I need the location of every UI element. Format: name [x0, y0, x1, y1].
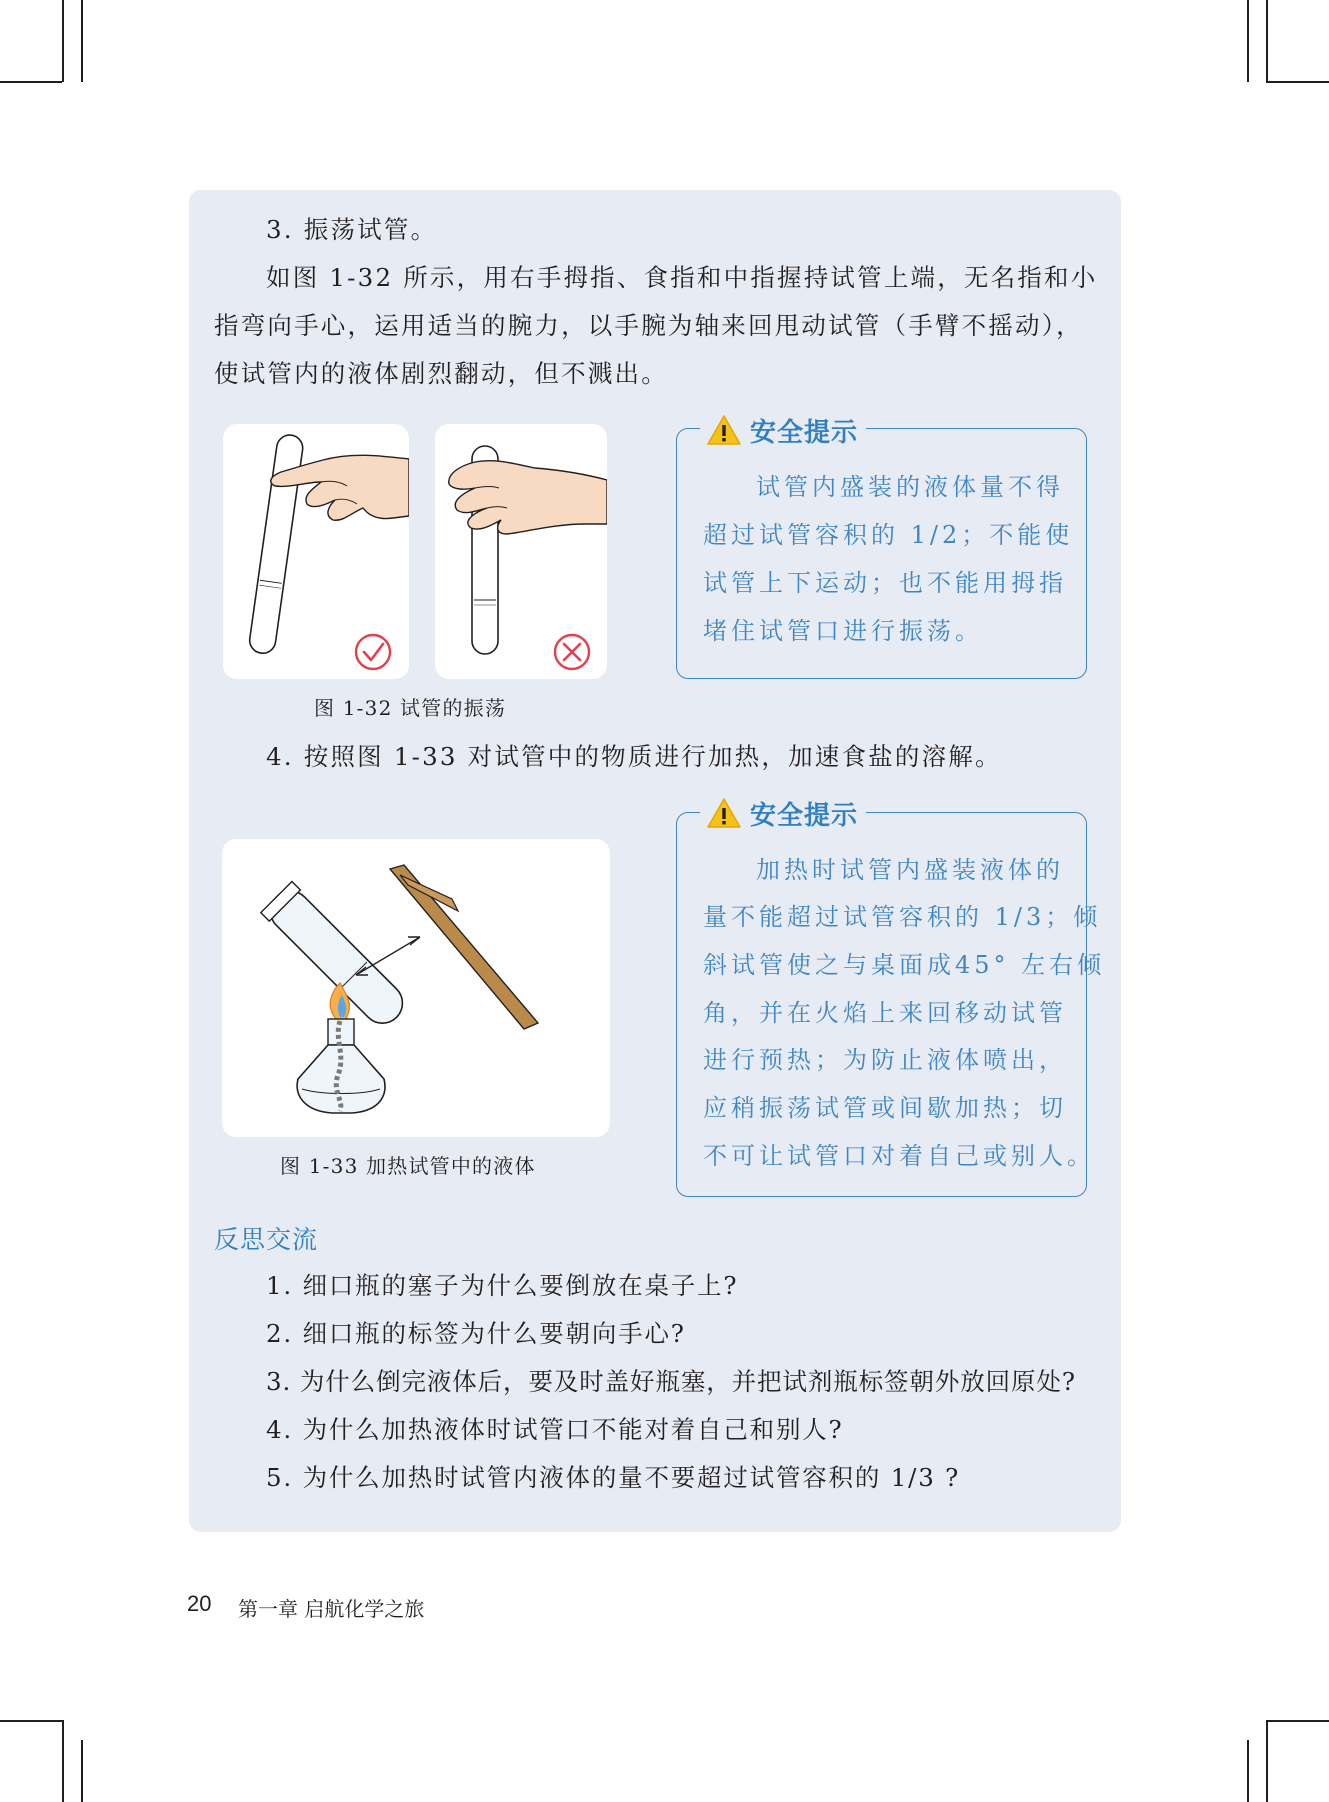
step3-line-1: 如图 1-32 所示，用右手拇指、食指和中指握持试管上端，无名指和小 — [266, 263, 1098, 292]
page-number: 20 — [187, 1591, 212, 1616]
tip2-line-1: 加热时试管内盛装液体的 — [756, 856, 1064, 884]
step3-line-3: 使试管内的液体剧烈翻动，但不溅出。 — [214, 359, 668, 388]
reflection-question-3: 3. 为什么倒完液体后，要及时盖好瓶塞，并把试剂瓶标签朝外放回原处? — [266, 1367, 1076, 1396]
shake-wrong-illustration — [435, 424, 607, 679]
shake-correct-illustration — [223, 424, 409, 679]
heating-test-tube-illustration — [222, 839, 610, 1137]
step3-line-2: 指弯向手心，运用适当的腕力，以手腕为轴来回甩动试管（手臂不摇动）， — [214, 311, 1083, 340]
tip2-line-6: 应稍振荡试管或间歇加热；切 — [703, 1094, 1067, 1122]
tip2-line-7: 不可让试管口对着自己或别人。 — [703, 1142, 1095, 1170]
figure-1-32-caption: 图 1-32 试管的振荡 — [314, 696, 507, 720]
figure-1-32-wrong-card — [435, 424, 607, 679]
reflection-question-2: 2. 细口瓶的标签为什么要朝向手心? — [266, 1319, 686, 1348]
safety-tip-title-2: 安全提示 — [750, 800, 859, 831]
reflection-question-1: 1. 细口瓶的塞子为什么要倒放在桌子上? — [266, 1271, 739, 1300]
tip1-line-2: 超过试管容积的 1/2；不能使 — [703, 521, 1074, 549]
figure-1-32-correct-card — [223, 424, 409, 679]
tip2-line-5: 进行预热；为防止液体喷出， — [703, 1046, 1067, 1074]
safety-tip-header-1 — [700, 408, 866, 452]
tip1-line-1: 试管内盛装的液体量不得 — [756, 473, 1064, 501]
figure-1-33-caption: 图 1-33 加热试管中的液体 — [280, 1154, 536, 1178]
figure-1-33-card — [222, 839, 610, 1137]
step3-heading: 3. 振荡试管。 — [266, 215, 438, 244]
chapter-title: 第一章 启航化学之旅 — [238, 1597, 425, 1621]
tip2-line-4: 角，并在火焰上来回移动试管 — [703, 999, 1067, 1027]
safety-tip-title-1: 安全提示 — [750, 417, 859, 448]
safety-tip-header-2 — [700, 791, 866, 835]
warning-icon — [706, 414, 742, 446]
tip2-line-3: 斜试管使之与桌面成45° 左右倾 — [703, 951, 1106, 979]
reflection-title: 反思交流 — [214, 1225, 319, 1254]
reflection-question-4: 4. 为什么加热液体时试管口不能对着自己和别人? — [266, 1415, 844, 1444]
tip1-line-4: 堵住试管口进行振荡。 — [703, 617, 983, 645]
tip2-line-2: 量不能超过试管容积的 1/3；倾 — [703, 903, 1102, 931]
check-icon — [356, 635, 390, 669]
step4-text: 4. 按照图 1-33 对试管中的物质进行加热，加速食盐的溶解。 — [266, 742, 1002, 771]
tip1-line-3: 试管上下运动；也不能用拇指 — [703, 569, 1067, 597]
reflection-question-5: 5. 为什么加热时试管内液体的量不要超过试管容积的 1/3 ? — [266, 1463, 961, 1492]
warning-icon — [706, 797, 742, 829]
